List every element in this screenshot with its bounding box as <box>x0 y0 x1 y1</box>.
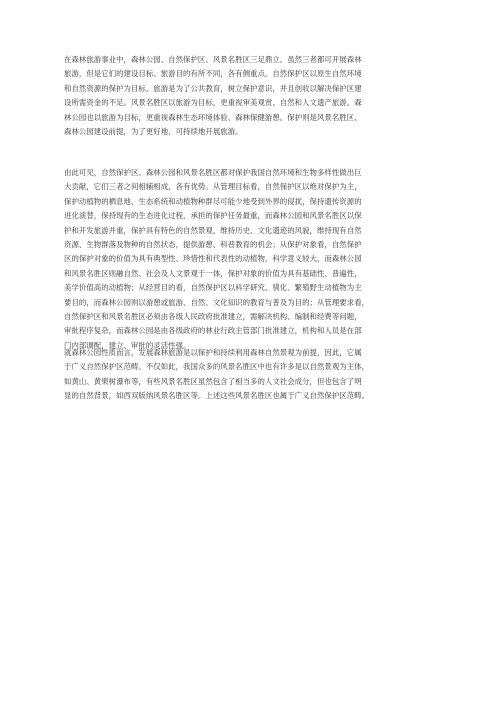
text-line: 如黄山、黄果树瀑布等，有些风景名胜区虽然包含了相当多的人文社会成分，但也包含了明 <box>64 376 362 386</box>
text-line: 审批程序复杂，而森林公园是由各级政府的林业行政主管部门批准建立，机构和人员是在部 <box>64 326 362 336</box>
text-line: 旅游，但是它们的建设目标、旅游目的有所不同，各有侧重点。自然保护区以原生自然环境 <box>64 69 362 79</box>
text-line: 设所需资金的不足。风景名胜区以旅游为目标，更重视审美观赏、自然和人文遗产旅游。森 <box>64 98 362 108</box>
text-line: 显的自然背景，如西双版纳风景名胜区等。上述这些风景名胜区也属于广义自然保护区范畴。 <box>64 391 370 401</box>
paragraph-comparison <box>64 166 444 353</box>
paragraph-forest-tourism-overview <box>64 53 444 139</box>
text-line: 大贡献，它们三者之间相辅相成，各有优势。从管理目标看，自然保护区以绝对保护为主， <box>64 182 362 192</box>
text-line: 在森林旅游事业中，森林公园、自然保护区、风景名胜区三足鼎立。虽然三者都可开展森林 <box>64 55 362 64</box>
text-line: 要目的，而森林公园则以游憩或旅游、自然、文化知识的教育与普及为目的；从管理要求看， <box>64 297 370 307</box>
text-line: 和风景名胜区则融自然、社会及人文景观于一体，保护对象的价值为具有基础性、普遍性， <box>64 268 362 278</box>
paragraph-forest-park-nature <box>64 346 444 404</box>
text-line: 森林公园建设前提，为了更好地、可持续地开展旅游。 <box>64 127 243 137</box>
text-line: 和自然资源的保护为目标，旅游是为了公共教育，树立保护意识，并且创收以解决保护区建 <box>64 83 362 93</box>
text-line: 自然保护区和风景名胜区必须由各级人民政府批准建立，需解决机构、编制和经费等问题， <box>64 312 362 322</box>
text-line: 门内部调配，建立、审批的灵活性强。 <box>64 340 191 350</box>
text-line: 就森林公园性质而言，发展森林旅游是以保护和持续利用森林自然景观为前提，因此，它属 <box>64 348 362 357</box>
text-line: 资源、生物群落及物种的自然状态，提供游憩、科普教育的机会；从保护对象看，自然保护 <box>64 240 362 250</box>
text-line: 护和开发旅游并重，保护具有特色的自然景观，维持历史、文化遗迹的风貌，维持现有自然 <box>64 225 362 235</box>
text-line: 保护动植物的栖息地、生态系统和动植物种群尽可能少地受到外界的侵扰，保持遗传资源的 <box>64 196 362 206</box>
text-line: 进化演替，保持现有的生态进化过程，承担的保护任务最重，而森林公园和风景名胜区以保 <box>64 211 362 221</box>
text-line: 由此可见，自然保护区、森林公园和风景名胜区都对保护我国自然环境和生物多样性做出巨 <box>64 168 362 177</box>
text-line: 林公园也以旅游为目标，更重视森林生态环境体验、森林保健游憩。保护则是风景名胜区、 <box>64 112 362 122</box>
text-line: 美学价值高的动植物；从经营目的看，自然保护区以科学研究、驯化、繁殖野生动植物为主 <box>64 283 362 293</box>
text-line: 区的保护对象的价值为具有典型性、珍惜性和代表性的动植物，科学意义较大，而森林公园 <box>64 254 362 264</box>
text-line: 于广义自然保护区范畴。不仅如此，我国众多的风景名胜区中也有许多是以自然景观为主体， <box>64 362 370 372</box>
